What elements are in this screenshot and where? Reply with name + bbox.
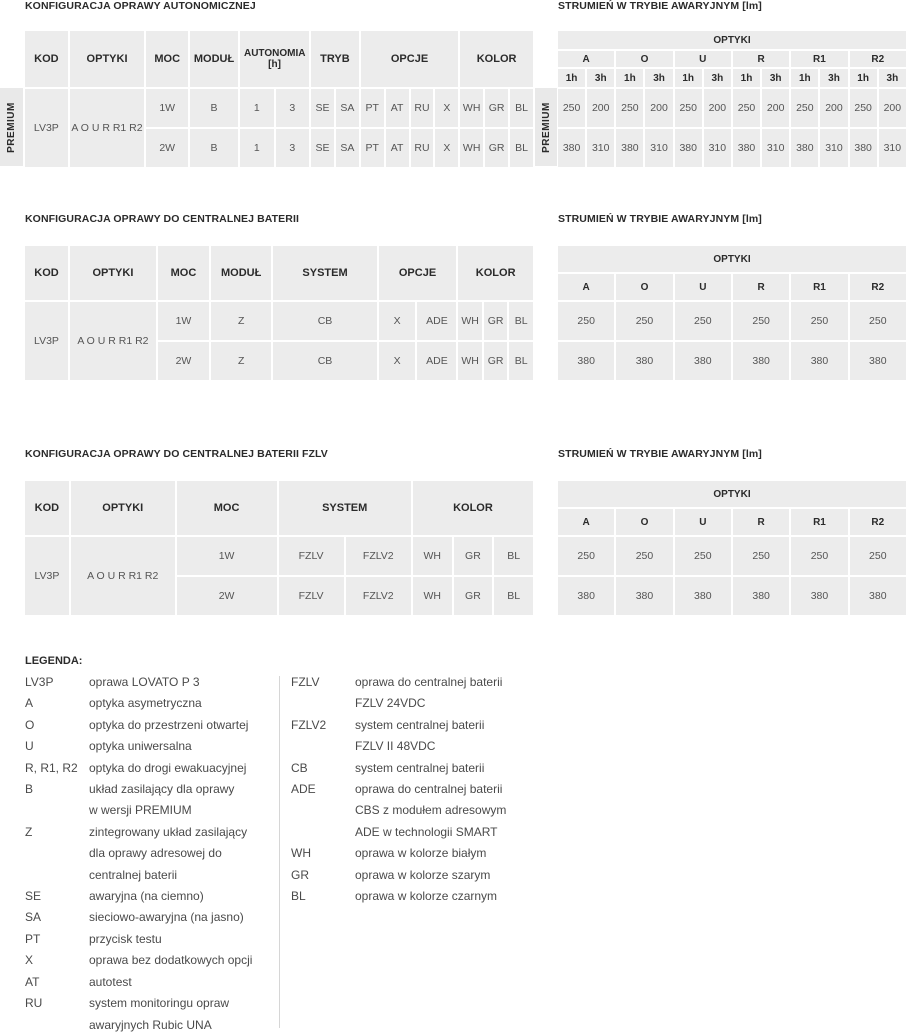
- flux-cell: 380: [616, 577, 672, 615]
- flux-cell: 250: [616, 89, 643, 127]
- autonomous-config-table: [23, 29, 535, 169]
- legend-key: [291, 693, 355, 714]
- system-cell: FZLV2: [346, 537, 411, 575]
- header-kod: KOD: [25, 481, 69, 535]
- legend-key: WH: [291, 846, 311, 861]
- opcje-cell: AT: [386, 89, 409, 127]
- kolor-cell: WH: [413, 577, 452, 615]
- legend-value: oprawa do centralnej baterii: [355, 675, 503, 689]
- moc-cell: 2W: [146, 129, 188, 167]
- flux-cell: 310: [704, 129, 731, 167]
- legend-item: [25, 950, 252, 971]
- legend-value: awaryjnych Rubic UNA: [89, 1017, 212, 1032]
- section1-title: KONFIGURACJA OPRAWY AUTONOMICZNEJ: [25, 0, 256, 12]
- opcje-cell: ADE: [417, 342, 456, 380]
- legend-item: [291, 779, 506, 800]
- legend-left-column: [25, 672, 252, 1036]
- legend-value: w wersji PREMIUM: [89, 803, 192, 818]
- legend-item: [291, 736, 506, 757]
- premium-band-right: [535, 88, 557, 166]
- flux-cell: 250: [616, 537, 672, 575]
- flux-optic-header: U: [675, 274, 731, 300]
- legend-key: FZLV2: [291, 717, 327, 732]
- legend-value: system centralnej baterii: [355, 717, 485, 732]
- legend-item: [25, 822, 252, 843]
- system-cell: CB: [273, 342, 376, 380]
- table-row: [558, 577, 906, 615]
- kolor-cell: GR: [454, 537, 493, 575]
- flux-hour-header: 3h: [762, 69, 789, 87]
- flux-hour-header: 3h: [645, 69, 672, 87]
- flux-optic-header: R2: [850, 274, 906, 300]
- system-cell: CB: [273, 302, 376, 340]
- header-kod: KOD: [25, 31, 68, 87]
- header-opcje: OPCJE: [361, 31, 458, 87]
- kod-cell: LV3P: [25, 302, 68, 380]
- header-kod: KOD: [25, 246, 68, 300]
- legend-key: Z: [25, 824, 33, 839]
- flux-cell: 380: [850, 129, 877, 167]
- legend-item: [25, 993, 252, 1014]
- flux-cell: 380: [616, 129, 643, 167]
- legend-value: FZLV 24VDC: [355, 696, 426, 711]
- flux-optic-header: A: [558, 274, 614, 300]
- header-modul: MODUŁ: [211, 246, 271, 300]
- legend-value: oprawa w kolorze czarnym: [355, 889, 498, 904]
- legend-value: oprawa do centralnej baterii: [355, 782, 503, 797]
- kolor-cell: WH: [413, 537, 452, 575]
- legend-item: [25, 1015, 252, 1036]
- legend-value: optyka uniwersalna: [89, 739, 192, 754]
- legend-item: [291, 822, 506, 843]
- flux-hour-header: 3h: [879, 69, 906, 87]
- flux-hour-header: 3h: [704, 69, 731, 87]
- flux-cell: 310: [879, 129, 906, 167]
- flux-cell: 250: [558, 89, 585, 127]
- optyki-cell: A O U R R1 R2: [70, 302, 156, 380]
- legend-item: [291, 758, 506, 779]
- flux-optic-header: A: [558, 509, 614, 535]
- legend-value: centralnej baterii: [89, 867, 178, 882]
- legend-key: [25, 800, 89, 821]
- kolor-cell: WH: [460, 89, 483, 127]
- table-row: [558, 537, 906, 575]
- kod-cell: LV3P: [25, 537, 69, 615]
- legend-item: [291, 865, 506, 886]
- flux-cell: 250: [791, 537, 847, 575]
- legend-value: system monitoringu opraw: [89, 996, 230, 1011]
- legend-item: [25, 865, 252, 886]
- legend-item: [25, 736, 252, 757]
- legend-item: [291, 672, 506, 693]
- legend-right-column: [291, 672, 506, 907]
- legend-key: [25, 843, 89, 864]
- legend-item: [291, 715, 506, 736]
- flux-optic-header: R: [733, 509, 789, 535]
- flux-cell: 250: [733, 89, 760, 127]
- flux-header-optyki: OPTYKI: [558, 481, 906, 507]
- legend-value: autotest: [89, 974, 132, 989]
- legend-item: [25, 715, 252, 736]
- table-row: [558, 302, 906, 340]
- flux-header-optyki: OPTYKI: [558, 246, 906, 272]
- header-moc: MOC: [146, 31, 188, 87]
- kolor-cell: GR: [485, 129, 508, 167]
- table-row: [25, 89, 533, 127]
- legend-item: [25, 672, 252, 693]
- flux-cell: 380: [675, 577, 731, 615]
- moc-cell: 1W: [177, 537, 277, 575]
- flux-hour-header: 1h: [850, 69, 877, 87]
- flux-cell: 310: [820, 129, 847, 167]
- legend-value: oprawa w kolorze białym: [355, 846, 487, 861]
- kolor-cell: BL: [494, 537, 533, 575]
- legend-key: U: [25, 739, 34, 754]
- moc-cell: 2W: [177, 577, 277, 615]
- header-optyki: OPTYKI: [71, 481, 175, 535]
- legend-key: AT: [25, 974, 40, 989]
- header-moc: MOC: [177, 481, 277, 535]
- legend-item: [25, 779, 252, 800]
- legend-item: [25, 972, 252, 993]
- legend-value: dla oprawy adresowej do: [89, 846, 222, 861]
- legend-key: GR: [291, 867, 309, 882]
- flux-cell: 310: [645, 129, 672, 167]
- system-cell: FZLV2: [346, 577, 411, 615]
- legend-key: SE: [25, 889, 42, 904]
- flux-cell: 250: [558, 302, 614, 340]
- opcje-cell: RU: [411, 89, 434, 127]
- kod-cell: LV3P: [25, 89, 68, 167]
- fzlv-flux-table: [556, 479, 908, 617]
- table-row: [558, 129, 906, 167]
- autonomia-cell: 3: [276, 89, 310, 127]
- header-system: SYSTEM: [273, 246, 376, 300]
- flux-optic-header: R: [733, 274, 789, 300]
- tryb-cell: SE: [311, 129, 334, 167]
- flux-cell: 380: [616, 342, 672, 380]
- opcje-cell: AT: [386, 129, 409, 167]
- flux-cell: 380: [558, 129, 585, 167]
- opcje-cell: RU: [411, 129, 434, 167]
- kolor-cell: WH: [460, 129, 483, 167]
- autonomia-cell: 1: [240, 89, 274, 127]
- flux-cell: 380: [850, 342, 906, 380]
- flux-cell: 250: [675, 89, 702, 127]
- tryb-cell: SA: [336, 129, 359, 167]
- legend-item: [291, 886, 506, 907]
- header-tryb: TRYB: [311, 31, 359, 87]
- flux-optic-header: R2: [850, 509, 906, 535]
- legend-key: B: [25, 782, 34, 797]
- autonomia-cell: 3: [276, 129, 310, 167]
- table-row: [25, 537, 533, 575]
- legend-key: BL: [291, 889, 306, 904]
- kolor-cell: GR: [454, 577, 493, 615]
- kolor-cell: BL: [494, 577, 533, 615]
- flux-cell: 250: [733, 302, 789, 340]
- legend-value: oprawa bez dodatkowych opcji: [89, 953, 253, 968]
- flux-cell: 250: [791, 89, 818, 127]
- flux-optic-header: R: [733, 51, 789, 67]
- legend-item: [25, 758, 252, 779]
- flux-cell: 310: [762, 129, 789, 167]
- flux-cell: 380: [733, 342, 789, 380]
- flux-hour-header: 1h: [616, 69, 643, 87]
- flux-optic-header: O: [616, 509, 672, 535]
- header-autonomia: AUTONOMIA [h]: [240, 31, 309, 87]
- flux-cell: 200: [762, 89, 789, 127]
- flux-optic-header: R1: [791, 274, 847, 300]
- flux-cell: 200: [879, 89, 906, 127]
- modul-cell: Z: [211, 302, 271, 340]
- legend-item: [25, 800, 252, 821]
- legend-key: X: [25, 953, 34, 968]
- central-battery-flux-table: [556, 244, 908, 382]
- tryb-cell: SA: [336, 89, 359, 127]
- legend-title: LEGENDA:: [25, 655, 83, 667]
- moc-cell: 2W: [158, 342, 209, 380]
- system-cell: FZLV: [279, 577, 344, 615]
- header-moc: MOC: [158, 246, 209, 300]
- kolor-cell: GR: [484, 342, 508, 380]
- legend-key: [291, 736, 355, 757]
- legend-key: A: [25, 696, 34, 711]
- header-modul: MODUŁ: [190, 31, 238, 87]
- flux-optic-header: O: [616, 274, 672, 300]
- header-system: SYSTEM: [279, 481, 411, 535]
- flux-cell: 250: [558, 537, 614, 575]
- flux-cell: 380: [733, 577, 789, 615]
- legend-value: optyka do drogi ewakuacyjnej: [89, 760, 247, 775]
- legend-item: [25, 843, 252, 864]
- header-optyki: OPTYKI: [70, 246, 156, 300]
- legend-key: SA: [25, 910, 42, 925]
- kolor-cell: BL: [510, 129, 533, 167]
- kolor-cell: WH: [458, 342, 482, 380]
- kolor-cell: GR: [484, 302, 508, 340]
- flux-cell: 200: [704, 89, 731, 127]
- legend-key: [291, 822, 355, 843]
- header-kolor: KOLOR: [458, 246, 533, 300]
- legend-key: [25, 1015, 89, 1036]
- autonomous-flux-table: [556, 29, 908, 169]
- flux-cell: 380: [791, 129, 818, 167]
- legend-value: ADE w technologii SMART: [355, 824, 498, 839]
- legend-key: O: [25, 717, 35, 732]
- table-row: [25, 302, 533, 340]
- kolor-cell: GR: [485, 89, 508, 127]
- flux-optic-header: R1: [791, 509, 847, 535]
- flux-cell: 250: [733, 537, 789, 575]
- flux-cell: 380: [558, 577, 614, 615]
- section2-title: KONFIGURACJA OPRAWY DO CENTRALNEJ BATERII: [25, 213, 300, 225]
- legend-item: [291, 800, 506, 821]
- legend-value: przycisk testu: [89, 931, 162, 946]
- modul-cell: B: [190, 89, 238, 127]
- flux-optic-header: U: [675, 509, 731, 535]
- premium-label: PREMIUM: [540, 101, 552, 153]
- kolor-cell: BL: [510, 89, 533, 127]
- flux-optic-header: R1: [791, 51, 847, 67]
- section1-flux-title: STRUMIEŃ W TRYBIE AWARYJNYM [lm]: [558, 0, 762, 12]
- legend-value: system centralnej baterii: [355, 760, 485, 775]
- table-row: [558, 89, 906, 127]
- flux-hour-header: 3h: [820, 69, 847, 87]
- flux-cell: 250: [850, 302, 906, 340]
- tryb-cell: SE: [311, 89, 334, 127]
- legend-item: [291, 693, 506, 714]
- header-optyki: OPTYKI: [70, 31, 145, 87]
- legend-key: R, R1, R2: [25, 760, 78, 775]
- opcje-cell: X: [435, 89, 458, 127]
- modul-cell: B: [190, 129, 238, 167]
- legend-value: oprawa w kolorze szarym: [355, 867, 491, 882]
- flux-cell: 380: [791, 342, 847, 380]
- legend-key: [291, 800, 355, 821]
- flux-cell: 200: [587, 89, 614, 127]
- legend-key: [25, 865, 89, 886]
- flux-cell: 380: [733, 129, 760, 167]
- legend-key: ADE: [291, 782, 316, 797]
- legend-value: optyka asymetryczna: [89, 696, 202, 711]
- legend-key: PT: [25, 931, 41, 946]
- flux-cell: 250: [675, 537, 731, 575]
- moc-cell: 1W: [146, 89, 188, 127]
- flux-cell: 380: [675, 129, 702, 167]
- kolor-cell: BL: [509, 342, 533, 380]
- flux-cell: 250: [616, 302, 672, 340]
- legend-key: LV3P: [25, 675, 54, 689]
- flux-optic-header: R2: [850, 51, 906, 67]
- flux-optic-header: U: [675, 51, 731, 67]
- legend-item: [25, 929, 252, 950]
- premium-band-left: [0, 88, 23, 166]
- legend-value: oprawa LOVATO P 3: [89, 675, 200, 689]
- premium-label: PREMIUM: [6, 101, 18, 153]
- flux-cell: 250: [675, 302, 731, 340]
- flux-cell: 380: [558, 342, 614, 380]
- legend-item: [291, 843, 506, 864]
- optyki-cell: A O U R R1 R2: [71, 537, 175, 615]
- flux-cell: 250: [850, 537, 906, 575]
- flux-cell: 200: [820, 89, 847, 127]
- flux-hour-header: 1h: [791, 69, 818, 87]
- table-row: [558, 342, 906, 380]
- kolor-cell: BL: [509, 302, 533, 340]
- section3-flux-title: STRUMIEŃ W TRYBIE AWARYJNYM [lm]: [558, 448, 762, 460]
- flux-optic-header: O: [616, 51, 672, 67]
- flux-hour-header: 3h: [587, 69, 614, 87]
- opcje-cell: PT: [361, 89, 384, 127]
- legend-item: [25, 693, 252, 714]
- legend-value: FZLV II 48VDC: [355, 739, 436, 754]
- fzlv-config-table: [23, 479, 535, 617]
- legend-value: optyka do przestrzeni otwartej: [89, 717, 249, 732]
- opcje-cell: X: [435, 129, 458, 167]
- section3-title: KONFIGURACJA OPRAWY DO CENTRALNEJ BATERII FZLV: [25, 448, 328, 460]
- system-cell: FZLV: [279, 537, 344, 575]
- opcje-cell: X: [379, 342, 416, 380]
- legend-item: [25, 907, 252, 928]
- header-opcje: OPCJE: [379, 246, 457, 300]
- flux-cell: 380: [675, 342, 731, 380]
- flux-optic-header: A: [558, 51, 614, 67]
- flux-header-optyki: OPTYKI: [558, 31, 906, 49]
- legend-divider: [279, 676, 280, 1028]
- header-kolor: KOLOR: [413, 481, 533, 535]
- moc-cell: 1W: [158, 302, 209, 340]
- flux-hour-header: 1h: [675, 69, 702, 87]
- legend-key: CB: [291, 760, 308, 775]
- kolor-cell: WH: [458, 302, 482, 340]
- legend-value: sieciowo-awaryjna (na jasno): [89, 910, 244, 925]
- legend-value: awaryjna (na ciemno): [89, 889, 204, 904]
- legend-value: CBS z modułem adresowym: [355, 803, 507, 818]
- flux-hour-header: 1h: [733, 69, 760, 87]
- legend-key: RU: [25, 996, 43, 1011]
- autonomia-cell: 1: [240, 129, 274, 167]
- section2-flux-title: STRUMIEŃ W TRYBIE AWARYJNYM [lm]: [558, 213, 762, 225]
- opcje-cell: ADE: [417, 302, 456, 340]
- opcje-cell: X: [379, 302, 416, 340]
- flux-cell: 310: [587, 129, 614, 167]
- flux-cell: 380: [791, 577, 847, 615]
- header-kolor: KOLOR: [460, 31, 533, 87]
- legend-value: układ zasilający dla oprawy: [89, 782, 235, 797]
- flux-cell: 250: [850, 89, 877, 127]
- legend-key: FZLV: [291, 675, 320, 689]
- flux-cell: 380: [850, 577, 906, 615]
- flux-cell: 200: [645, 89, 672, 127]
- central-battery-config-table: [23, 244, 535, 382]
- legend-item: [25, 886, 252, 907]
- modul-cell: Z: [211, 342, 271, 380]
- opcje-cell: PT: [361, 129, 384, 167]
- legend-value: zintegrowany układ zasilający: [89, 824, 248, 839]
- flux-hour-header: 1h: [558, 69, 585, 87]
- optyki-cell: A O U R R1 R2: [70, 89, 145, 167]
- flux-cell: 250: [791, 302, 847, 340]
